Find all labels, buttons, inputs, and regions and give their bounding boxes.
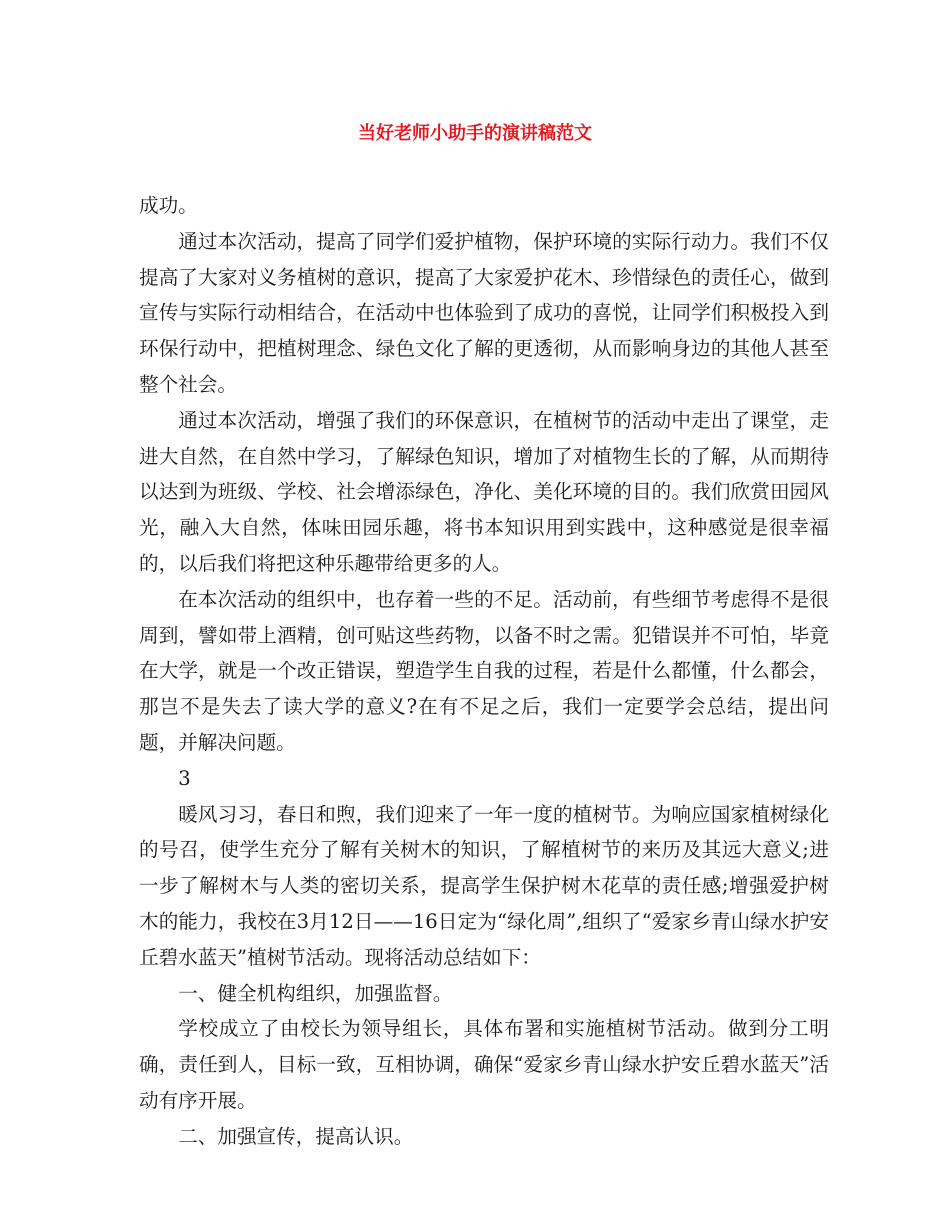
section-number: 3 bbox=[178, 766, 191, 790]
paragraph-continuation: 成功。 bbox=[139, 194, 198, 217]
section-heading: 一、健全机构组织，加强监督。 bbox=[178, 981, 453, 1005]
paragraph: 暖风习习，春日和煦，我们迎来了一年一度的植树节。为响应国家植树绿化的号召，使学生充分了解有关树木的知识，了解植树节的来历及其远大意义;进一步了解树木与人类的密切关系，提高学生保护树木花草的责任感;增强爱护树木的能力，我校在3月12日——16日定为“绿化周”,组织了“爱家乡青山绿水护安丘碧水蓝天”植树节活动。现将活动总结如下： bbox=[139, 802, 829, 969]
document-body bbox=[139, 188, 829, 1155]
paragraph: 通过本次活动，增强了我们的环保意识，在植树节的活动中走出了课堂，走进大自然，在自然中学习，了解绿色知识，增加了对植物生长的了解，从而期待以达到为班级、学校、社会增添绿色，净化、美化环境的目的。我们欣赏田园风光，融入大自然，体味田园乐趣，将书本知识用到实践中，这种感觉是很幸福的，以后我们将把这种乐趣带给更多的人。 bbox=[139, 408, 829, 575]
section-heading: 二、加强宣传，提高认识。 bbox=[178, 1124, 414, 1148]
document-title: 当好老师小助手的演讲稿范文 bbox=[358, 123, 592, 144]
paragraph: 在本次活动的组织中，也存着一些的不足。活动前，有些细节考虑得不是很周到，譬如带上酒精，创可贴这些药物，以备不时之需。犯错误并不可怕，毕竟在大学，就是一个改正错误，塑造学生自我的过程，若是什么都懂，什么都会，那岂不是失去了读大学的意义?在有不足之后，我们一定要学会总结，提出问题，并解决问题。 bbox=[139, 587, 829, 754]
paragraph: 通过本次活动，提高了同学们爱护植物，保护环境的实际行动力。我们不仅提高了大家对义务植树的意识，提高了大家爱护花木、珍惜绿色的责任心，做到宣传与实际行动相结合，在活动中也体验到了成功的喜悦，让同学们积极投入到环保行动中，把植树理念、绿色文化了解的更透彻，从而影响身边的其他人甚至整个社会。 bbox=[139, 229, 829, 396]
paragraph: 学校成立了由校长为领导组长，具体布署和实施植树节活动。做到分工明确，责任到人，目标一致，互相协调，确保“爱家乡青山绿水护安丘碧水蓝天”活动有序开展。 bbox=[139, 1017, 829, 1112]
